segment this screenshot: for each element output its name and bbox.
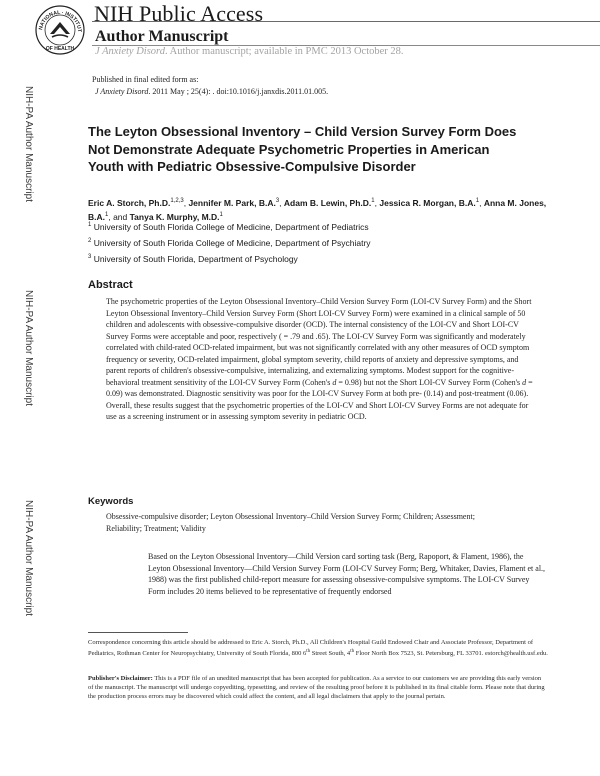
author-separator: , and bbox=[108, 211, 130, 222]
author-name: Jennifer M. Park, B.A. bbox=[188, 197, 276, 208]
ordinal-suffix: th bbox=[306, 649, 311, 654]
correspondence-text-c: Floor North Box 7523, St. Petersburg, FL 33701. estorch@health.usf.edu. bbox=[354, 650, 548, 658]
nih-seal-logo bbox=[34, 4, 86, 56]
cohens-d-symbol: d bbox=[332, 377, 337, 387]
affiliation-text: University of South Florida College of Medicine, Department of Pediatrics bbox=[93, 222, 369, 232]
cohens-d-symbol: d bbox=[522, 377, 527, 387]
side-label-bottom: NIH-PA Author Manuscript bbox=[23, 500, 34, 616]
publisher-disclaimer bbox=[88, 674, 548, 701]
disclaimer-label: Publisher's Disclaimer: bbox=[88, 675, 153, 682]
affiliation-number: 2 bbox=[88, 238, 92, 245]
correspondence-text-b: Street South, 4 bbox=[310, 650, 351, 658]
affiliation-text: University of South Florida College of Medicine, Department of Psychiatry bbox=[93, 238, 371, 248]
published-line: Published in final edited form as: bbox=[92, 75, 199, 84]
author-affiliation-ref: 1 bbox=[371, 198, 375, 204]
author-name: Adam B. Lewin, Ph.D. bbox=[283, 197, 372, 208]
article-title: The Leyton Obsessional Inventory – Child Version Survey Form Does Not Demonstrate Adequate Psychometric Properties in American Youth with Pediatric Obsessive-Compulsive Disorder bbox=[88, 124, 517, 174]
author-name: Anna M. Jones, B.A. bbox=[88, 197, 547, 222]
availability-text: . Author manuscript; available in PMC 2013 October 28. bbox=[164, 46, 404, 57]
author-affiliation-ref: 1 bbox=[475, 198, 480, 204]
citation-line bbox=[92, 86, 328, 98]
author-affiliation-ref: 1 bbox=[219, 211, 223, 218]
citation-journal: J Anxiety Disord bbox=[95, 87, 149, 96]
author-separator: , bbox=[479, 197, 484, 208]
footnote-rule bbox=[88, 632, 188, 633]
abstract-text-part3: = 0.09) was demonstrated. Diagnostic sensitivity was poor for the LOI-CV Survey Form at both pre- (0.14) and post-treatment (0.06). Overall, these results suggest that the psychometric properties of the LOI-CV and Short LOI-CV Survey Forms are not adequate for use as a screening instrument or in assessing symptom severity in pediatric OCD. bbox=[106, 377, 533, 421]
author-separator: , bbox=[183, 197, 189, 208]
affiliation-2 bbox=[88, 238, 371, 248]
author-separator: , bbox=[374, 197, 380, 208]
correspondence-note bbox=[88, 638, 548, 658]
publication-info bbox=[92, 74, 328, 98]
keywords-heading: Keywords bbox=[88, 496, 134, 507]
affiliation-number: 1 bbox=[88, 222, 92, 229]
body-paragraph: Based on the Leyton Obsessional Inventory—Child Version card sorting task (Berg, Rapoport, & Flament, 1986), the Leyton Obsessional Inventory—Child Version Survey Form (LOI-CV Survey Form; Berg, Whitaker, Davies, Flament et al., 1988) was the first published child-report measure for assessing obsessive-compulsive symptoms. The LOI-CV Survey Form includes 20 items believed to be representative of frequently endorsed bbox=[148, 552, 546, 596]
keywords-list: Obsessive-compulsive disorder; Leyton Obsessional Inventory–Child Version Survey Form; Children; Assessment; Reliability; Treatment; Validity bbox=[106, 512, 475, 533]
author-affiliation-ref: 3 bbox=[275, 198, 280, 204]
author-affiliation-ref: 1 bbox=[105, 211, 109, 218]
ordinal-suffix: th bbox=[350, 649, 355, 654]
affiliation-1 bbox=[88, 222, 369, 232]
author-name: Tanya K. Murphy, M.D. bbox=[129, 211, 220, 222]
affiliation-text: University of South Florida, Department of Psychology bbox=[93, 254, 298, 264]
citation-details: . 2011 May ; 25(4): . doi:10.1016/j.janxdis.2011.01.005. bbox=[148, 87, 329, 96]
nih-public-access-title: NIH Public Access bbox=[94, 1, 264, 26]
author-name: Eric A. Storch, Ph.D. bbox=[88, 197, 171, 208]
availability-journal: J Anxiety Disord bbox=[95, 46, 165, 57]
author-affiliation-ref: 1,2,3 bbox=[170, 198, 184, 204]
side-label-middle: NIH-PA Author Manuscript bbox=[23, 290, 34, 406]
side-label-top: NIH-PA Author Manuscript bbox=[23, 86, 34, 202]
svg-text:NATIONAL · INSTITUTES: NATIONAL · INSTITUT bbox=[38, 9, 83, 33]
abstract-text-part1: The psychometric properties of the Leyton Obsessional Inventory–Child Version Survey Form (LOI-CV Survey Form) and the Short Leyton Obsessional Inventory–Child Version Survey Form (Short LOI-CV Survey Form) were examined in a clinical sample of 50 children and adolescents with obsessive-compulsive disorder (OCD). The internal consistency of the LOI-CV and Short LOI-CV Survey Forms were acceptable and poor, respectively ( = .79 and .65). The LOI-CV Survey Form was significantly and moderately correlated with child-rated OCD-related impairment, but was not significantly correlated with any other measures of OCD symptom frequency or severity, OCD-related impairment, global symptom severity, child reports of anxiety and depressive symptoms, and parent reports of children's obsessive-compulsive, internalizing, and externalizing symptoms. Modest support for the cognitive-behavioral treatment sensitivity of the LOI-CV Survey Form (Cohen's bbox=[106, 297, 532, 387]
author-name: Jessica R. Morgan, B.A. bbox=[379, 197, 476, 208]
author-manuscript-label: Author Manuscript bbox=[95, 28, 229, 45]
abstract-text-part2: = 0.98) but not the Short LOI-CV Survey Form (Cohen's bbox=[336, 377, 523, 387]
svg-text:OF HEALTH: OF HEALTH bbox=[45, 46, 75, 52]
availability-line bbox=[95, 46, 404, 57]
author-separator: , bbox=[279, 197, 284, 208]
affiliation-3 bbox=[88, 254, 298, 264]
author-list bbox=[88, 195, 548, 223]
disclaimer-text: This is a PDF file of an unedited manuscript that has been accepted for publication. As a service to our customers we are providing this early version of the manuscript. The manuscript will undergo copyediting, typesetting, and review of the resulting proof before it is published in its final citable form. Please note that during the production process errors may be discovered which could affect the content, and all legal disclaimers that apply to the journal pertain. bbox=[88, 675, 545, 700]
affiliation-number: 3 bbox=[88, 254, 92, 261]
correspondence-text-a: Correspondence concerning this article should be addressed to Eric A. Storch, Ph.D., All Children's Hospital Guild Endowed Chair and Associate Professor, Department of Pediatrics, Rothman Center for Neuropsychiatry, University of South Florida, 800 6 bbox=[88, 639, 533, 658]
abstract-heading: Abstract bbox=[88, 279, 133, 291]
abstract-body bbox=[106, 296, 536, 423]
